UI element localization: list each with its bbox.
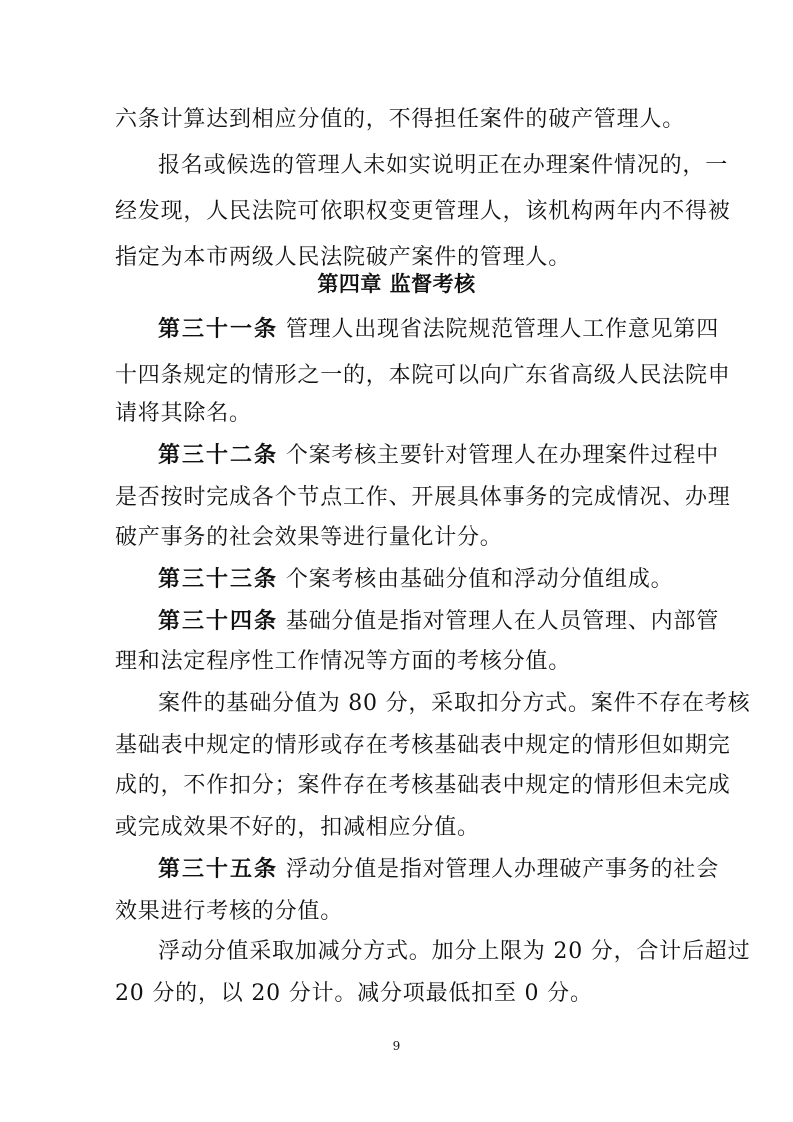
- paragraph-line: 效果进行考核的分值。: [115, 899, 344, 924]
- paragraph-line: 20 分的，以 20 分计。减分项最低扣至 0 分。: [115, 981, 593, 1006]
- paragraph-line: 理和法定程序性工作情况等方面的考核分值。: [115, 649, 572, 674]
- paragraph-line: 十四条规定的情形之一的，本院可以向广东省高级人民法院申: [115, 363, 731, 388]
- paragraph-line: 基础表中规定的情形或存在考核基础表中规定的情形但如期完: [115, 733, 731, 758]
- chapter-heading: 第四章 监督考核: [317, 272, 476, 296]
- paragraph-line: 是否按时完成各个节点工作、开展具体事务的完成情况、办理: [115, 485, 731, 510]
- paragraph-line: 成的，不作扣分；案件存在考核基础表中规定的情形但未完成: [115, 773, 731, 798]
- paragraph-line: [158, 850, 720, 890]
- paragraph-line: 经发现，人民法院可依职权变更管理人，该机构两年内不得被: [115, 199, 731, 224]
- paragraph-line: 六条计算达到相应分值的，不得担任案件的破产管理人。: [115, 107, 686, 132]
- paragraph-line: [158, 602, 720, 642]
- article-text: 管理人出现省法院规范管理人工作意见第四: [285, 317, 720, 342]
- paragraph-line: [158, 436, 720, 476]
- paragraph-line: [158, 310, 720, 350]
- paragraph-line: 或完成效果不好的，扣减相应分值。: [115, 815, 480, 840]
- paragraph-line: 案件的基础分值为 80 分，采取扣分方式。案件不存在考核: [158, 691, 751, 716]
- article-text: 个案考核由基础分值和浮动分值组成。: [285, 567, 674, 592]
- paragraph-line: [158, 560, 690, 600]
- paragraph-line: 请将其除名。: [115, 401, 252, 426]
- article-number: 第三十五条: [158, 857, 279, 882]
- paragraph-line: 破产事务的社会效果等进行量化计分。: [115, 525, 503, 550]
- paragraph-line: 浮动分值采取加减分方式。加分上限为 20 分，合计后超过: [158, 939, 751, 964]
- article-text: 基础分值是指对管理人在人员管理、内部管: [285, 609, 720, 634]
- page-number: 9: [392, 1039, 401, 1053]
- paragraph-line: 报名或候选的管理人未如实说明正在办理案件情况的，一: [158, 153, 729, 178]
- article-text: 浮动分值是指对管理人办理破产事务的社会: [285, 857, 720, 882]
- article-text: 个案考核主要针对管理人在办理案件过程中: [285, 443, 720, 468]
- paragraph-line: 指定为本市两级人民法院破产案件的管理人。: [115, 245, 572, 270]
- article-number: 第三十三条: [158, 567, 279, 592]
- article-number: 第三十四条: [158, 609, 279, 634]
- article-number: 第三十二条: [158, 443, 279, 468]
- article-number: 第三十一条: [158, 317, 279, 342]
